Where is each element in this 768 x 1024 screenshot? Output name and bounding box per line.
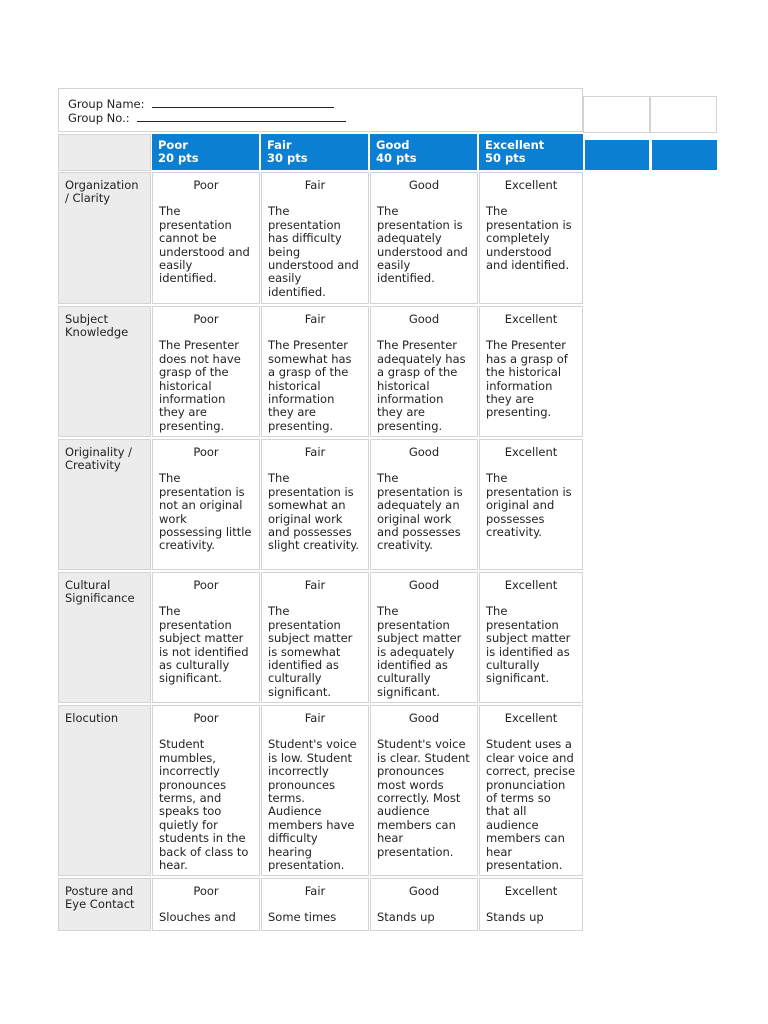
cell-description: The presentation has difficulty being understood and easily identified. [268, 204, 359, 299]
rubric-cell [152, 878, 260, 931]
level-header-fair [261, 134, 368, 170]
cell-title: Excellent [504, 445, 558, 459]
level-name: Poor [158, 138, 188, 152]
cell-title: Fair [304, 711, 326, 725]
overflow-empty-cell [650, 96, 717, 133]
cell-title: Good [408, 711, 440, 725]
group-name-line [152, 97, 334, 108]
cell-description: The presentation is completely understood and identified. [486, 204, 572, 273]
level-name: Fair [267, 138, 292, 152]
criterion-label: Posture and Eye Contact [65, 884, 135, 911]
rubric-cell [152, 172, 260, 304]
cell-title: Poor [193, 445, 219, 459]
rubric-cell [152, 572, 260, 703]
rubric-cell [479, 705, 583, 876]
rubric-cell [261, 705, 369, 876]
cell-title: Good [408, 312, 440, 326]
rubric-cell [370, 572, 478, 703]
level-points: 20 pts [158, 151, 199, 165]
cell-description: Stands up [377, 910, 435, 925]
cell-title: Poor [193, 711, 219, 725]
cell-description: The Presenter adequately has a grasp of the historical information they are presenting. [377, 338, 466, 433]
cell-description: The presentation subject matter is not identified as culturally significant. [159, 604, 249, 686]
rubric-cell [479, 306, 583, 437]
group-no-row [68, 111, 573, 125]
cell-title: Excellent [504, 578, 558, 592]
rubric-cell [261, 439, 369, 570]
cell-description: The presentation subject matter is adequately identified as culturally significant. [377, 604, 462, 699]
cell-title: Excellent [504, 312, 558, 326]
cell-title: Fair [304, 178, 326, 192]
level-points: 30 pts [267, 151, 308, 165]
cell-description: The presentation is somewhat an original work and possesses slight creativity. [268, 471, 360, 553]
rubric-cell [370, 306, 478, 437]
rubric-cell [152, 306, 260, 437]
rubric-cell [370, 705, 478, 876]
rubric-cell [152, 439, 260, 570]
level-name: Good [376, 138, 410, 152]
criterion-label: Subject Knowledge [65, 312, 129, 339]
cell-description: The Presenter has a grasp of the historical information they are presenting. [486, 338, 568, 420]
cell-title: Good [408, 578, 440, 592]
level-points: 40 pts [376, 151, 417, 165]
rubric-cell [370, 439, 478, 570]
rubric-cell [152, 705, 260, 876]
level-header-poor [152, 134, 259, 170]
cell-description: Some times [268, 910, 337, 925]
cell-title: Fair [304, 312, 326, 326]
cell-description: The Presenter does not have grasp of the historical information they are presenting. [159, 338, 241, 433]
cell-description: The presentation is not an original work possessing little creativity. [159, 471, 252, 553]
criterion-cultural-significance [58, 572, 151, 703]
rubric-cell [479, 439, 583, 570]
cell-description: The presentation cannot be understood and easily identified. [159, 204, 250, 286]
criterion-elocution [58, 705, 151, 876]
rubric-cell [370, 878, 478, 931]
cell-description: The presentation is original and possesses creativity. [486, 471, 572, 540]
cell-title: Poor [193, 312, 219, 326]
level-header-excellent [479, 134, 583, 170]
group-name-row [68, 97, 573, 111]
rubric-cell [370, 172, 478, 304]
group-no-label: Group No.: [68, 111, 130, 125]
cell-title: Good [408, 178, 440, 192]
cell-title: Excellent [504, 884, 558, 898]
cell-description: Stands up [486, 910, 544, 925]
criterion-label: Cultural Significance [65, 578, 135, 605]
rubric-cell [261, 572, 369, 703]
criterion-label: Organization / Clarity [65, 178, 139, 205]
rubric-cell [479, 878, 583, 931]
cell-title: Poor [193, 178, 219, 192]
cell-description: The presentation is adequately understood and easily identified. [377, 204, 468, 286]
corner-header-cell [58, 134, 151, 171]
cell-description: The presentation subject matter is somewhat identified as culturally significant. [268, 604, 353, 699]
criterion-posture-eye-contact [58, 878, 151, 931]
cell-title: Excellent [504, 178, 558, 192]
cell-description: Slouches and [159, 910, 236, 925]
group-name-label: Group Name: [68, 97, 145, 111]
cell-description: Student uses a clear voice and correct, precise pronunciation of terms so that all audience members can hear presentation. [486, 737, 576, 873]
cell-title: Fair [304, 445, 326, 459]
criterion-subject-knowledge [58, 306, 151, 437]
cell-title: Poor [193, 578, 219, 592]
cell-description: Student mumbles, incorrectly pronounces terms, and speaks too quietly for students in the back of class to hear. [159, 737, 249, 873]
cell-title: Fair [304, 578, 326, 592]
cell-description: The presentation is adequately an original work and possesses creativity. [377, 471, 463, 553]
cell-title: Excellent [504, 711, 558, 725]
level-header-good [370, 134, 477, 170]
overflow-empty-cell [583, 96, 650, 133]
criterion-label: Originality / Creativity [65, 445, 133, 472]
level-points: 50 pts [485, 151, 526, 165]
overflow-blue-cell [585, 140, 649, 170]
criterion-organization-clarity [58, 172, 151, 304]
cell-description: Student's voice is clear. Student pronounces most words correctly. Most audience members can hear presentation. [377, 737, 470, 859]
cell-description: Student's voice is low. Student incorrectly pronounces terms. Audience members have difficulty hearing presentation. [268, 737, 357, 873]
cell-title: Poor [193, 884, 219, 898]
rubric-cell [479, 572, 583, 703]
overflow-blue-cell [652, 140, 717, 170]
cell-title: Fair [304, 884, 326, 898]
group-info-box [58, 88, 583, 132]
rubric-cell [261, 172, 369, 304]
cell-description: The presentation subject matter is identified as culturally significant. [486, 604, 571, 686]
criterion-originality-creativity [58, 439, 151, 570]
rubric-cell [261, 878, 369, 931]
rubric-cell [261, 306, 369, 437]
cell-description: The Presenter somewhat has a grasp of the historical information they are presenting. [268, 338, 352, 433]
rubric-cell [479, 172, 583, 304]
criterion-label: Elocution [65, 711, 119, 725]
level-name: Excellent [485, 138, 545, 152]
group-no-line [137, 111, 346, 122]
cell-title: Good [408, 445, 440, 459]
cell-title: Good [408, 884, 440, 898]
